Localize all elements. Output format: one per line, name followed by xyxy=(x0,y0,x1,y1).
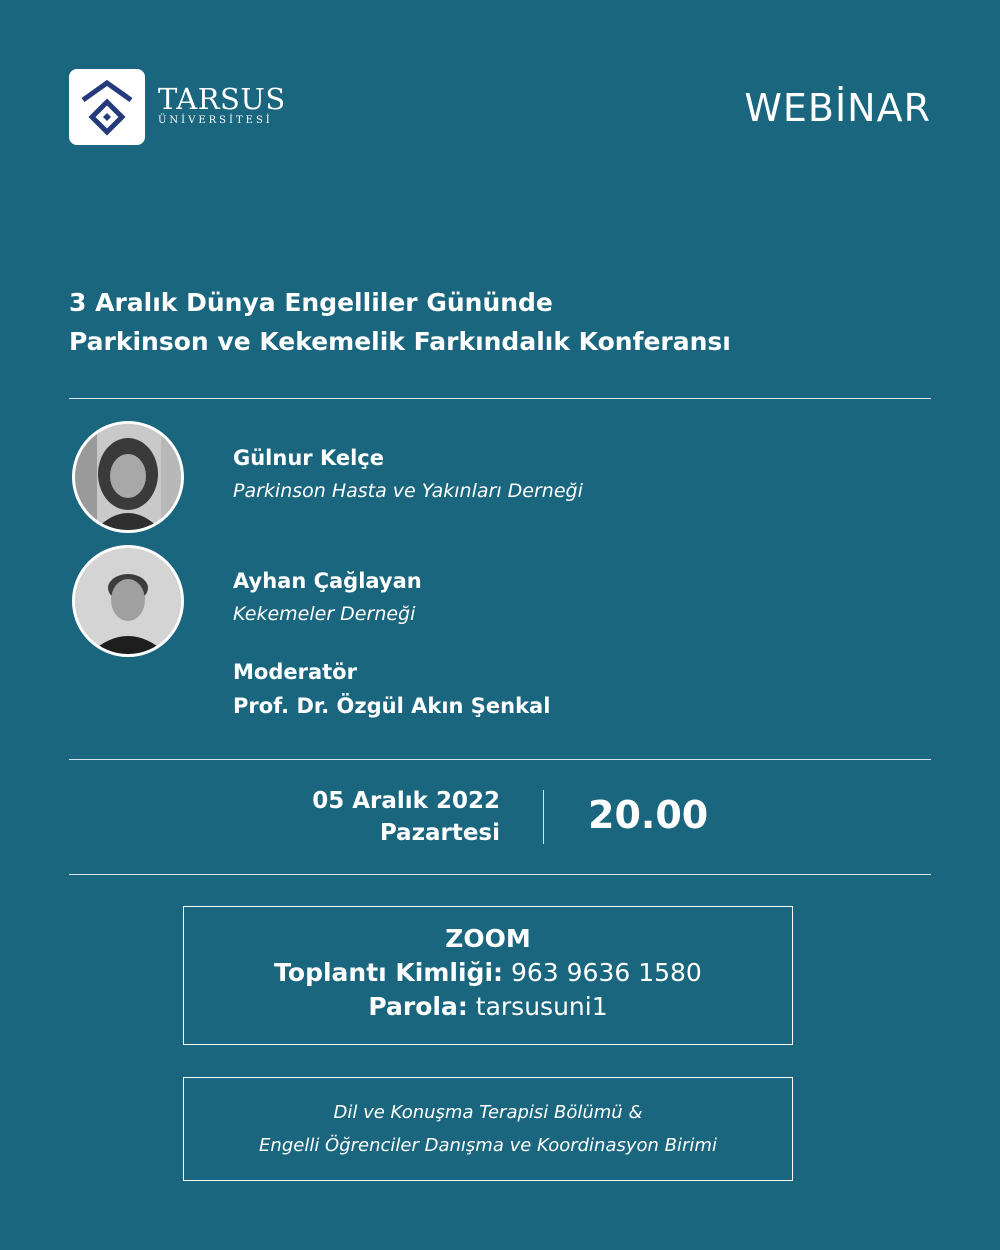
university-emblem-icon xyxy=(69,69,145,145)
logo-name: TARSUS xyxy=(158,82,286,116)
moderator-label: Moderatör xyxy=(233,660,357,684)
password-value: tarsusuni1 xyxy=(475,992,608,1021)
event-date-text: 05 Aralık 2022 xyxy=(312,788,500,814)
event-day-text: Pazartesi xyxy=(379,820,500,846)
zoom-platform: ZOOM xyxy=(445,924,531,953)
date-time-separator xyxy=(543,790,544,844)
zoom-info-box xyxy=(183,906,793,1045)
logo-subtitle: ÜNİVERSİTESİ xyxy=(158,115,273,126)
speaker-2-name: Ayhan Çağlayan xyxy=(233,569,422,593)
event-time: 20.00 xyxy=(588,793,709,837)
event-title xyxy=(69,283,949,361)
event-title-line-1: 3 Aralık Dünya Engelliler Gününde xyxy=(69,288,553,317)
speaker-2-organization: Kekemeler Derneği xyxy=(233,603,416,625)
speaker-1-avatar xyxy=(72,421,184,533)
speaker-2-avatar xyxy=(72,545,184,657)
speaker-1-organization: Parkinson Hasta ve Yakınları Derneği xyxy=(233,480,583,502)
divider-middle xyxy=(69,759,931,760)
university-logo xyxy=(69,69,145,145)
zoom-password xyxy=(184,990,792,1024)
meeting-id-value: 963 9636 1580 xyxy=(510,958,702,987)
logo-wordmark xyxy=(158,84,286,128)
event-date xyxy=(312,785,500,849)
divider-top xyxy=(69,398,931,399)
meeting-id-label: Toplantı Kimliği: xyxy=(274,958,504,987)
organizer-line-2: Engelli Öğrenciler Danışma ve Koordinasyon Birimi xyxy=(259,1135,717,1156)
event-title-line-2: Parkinson ve Kekemelik Farkındalık Konferansı xyxy=(69,327,731,356)
moderator-name: Prof. Dr. Özgül Akın Şenkal xyxy=(233,694,551,718)
zoom-meeting-id xyxy=(184,956,792,990)
organizers-box xyxy=(183,1077,793,1181)
webinar-label: WEBİNAR xyxy=(744,86,931,130)
divider-bottom xyxy=(69,874,931,875)
organizer-line-1: Dil ve Konuşma Terapisi Bölümü & xyxy=(333,1102,643,1123)
password-label: Parola: xyxy=(368,992,468,1021)
speaker-1-name: Gülnur Kelçe xyxy=(233,446,384,470)
